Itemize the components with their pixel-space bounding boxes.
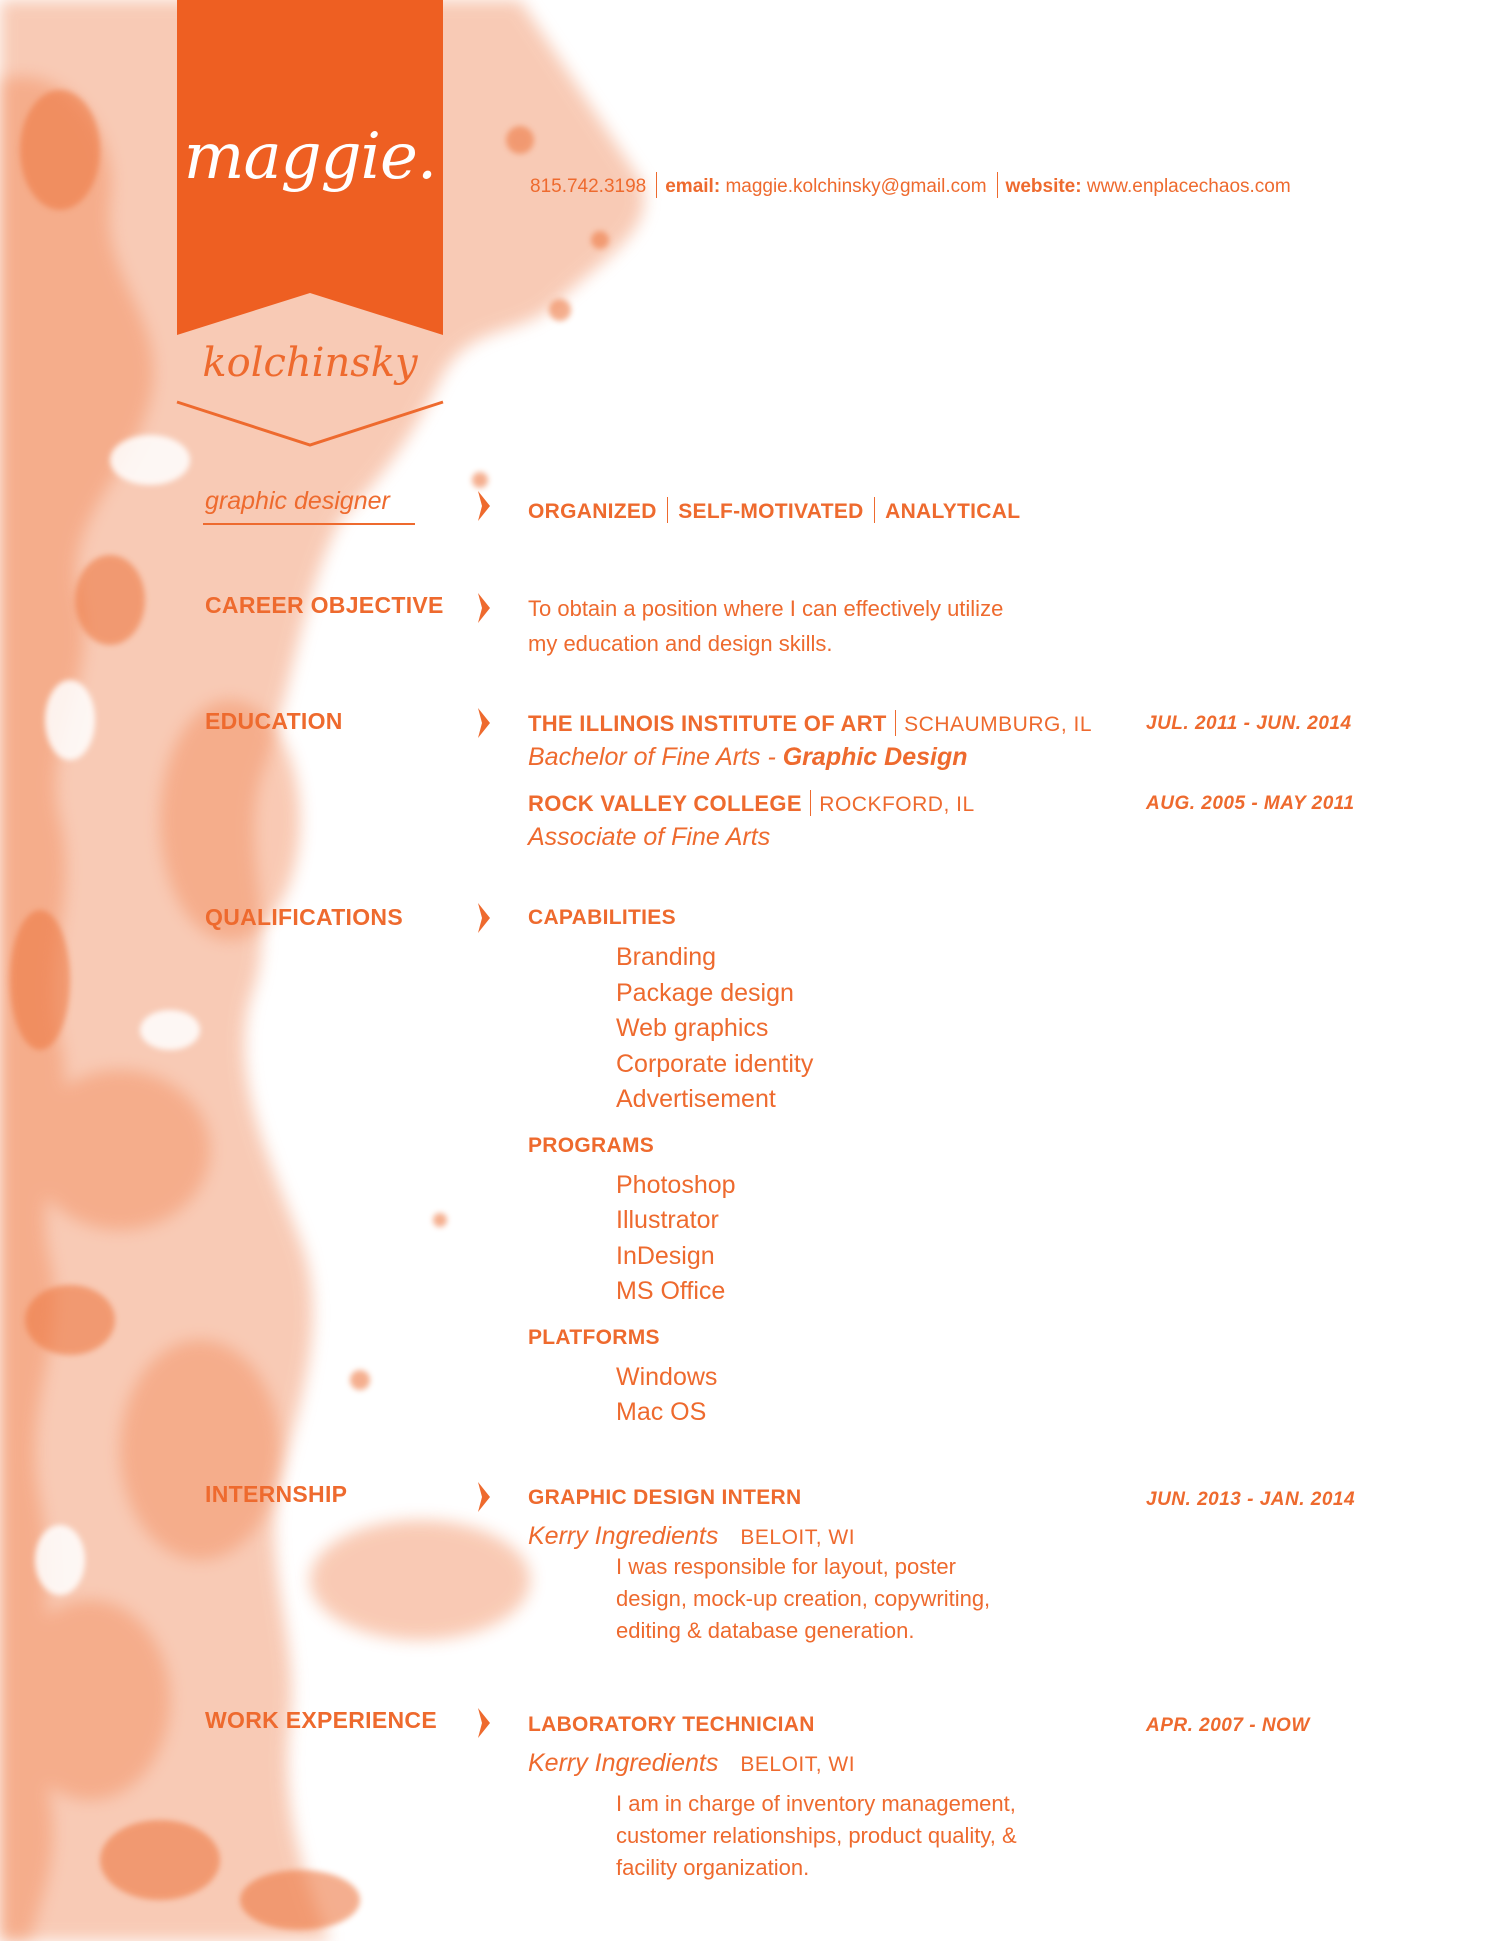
chevron-right-icon: [476, 1481, 492, 1513]
company-name: Kerry Ingredients: [528, 1749, 719, 1777]
list-item: InDesign: [616, 1241, 715, 1270]
job-description: [616, 1551, 1136, 1647]
website-link[interactable]: www.enplacechaos.com: [1086, 176, 1291, 197]
section-internship: INTERNSHIP: [205, 1481, 348, 1507]
trait: ORGANIZED: [528, 500, 657, 523]
divider: [667, 497, 669, 523]
description-line: design, mock-up creation, copywriting,: [616, 1586, 991, 1611]
education-dates: AUG. 2005 - MAY 2011: [1146, 793, 1355, 814]
email-label: email:: [665, 176, 721, 197]
platforms-heading: PLATFORMS: [528, 1325, 660, 1349]
traits: [528, 497, 1020, 524]
description-line: I was responsible for layout, poster: [616, 1554, 956, 1579]
list-item: Advertisement: [616, 1085, 776, 1113]
contact-line: [530, 172, 1291, 198]
list-item: Web graphics: [616, 1014, 769, 1042]
website-label: website:: [1005, 176, 1082, 197]
list-item: Mac OS: [616, 1398, 707, 1426]
company-location: BELOIT, WI: [740, 1753, 856, 1776]
divider: [656, 172, 657, 198]
objective-line: To obtain a position where I can effectively utilize: [528, 596, 1004, 621]
job-description: [616, 1788, 1136, 1884]
email-link[interactable]: maggie.kolchinsky@gmail.com: [725, 176, 987, 197]
objective-line: my education and design skills.: [528, 631, 833, 656]
list-item: Package design: [616, 978, 794, 1007]
job-title: graphic designer: [205, 487, 390, 515]
list-item: Windows: [616, 1362, 718, 1391]
section-work-experience: WORK EXPERIENCE: [205, 1707, 437, 1733]
internship-dates: JUN. 2013 - JAN. 2014: [1146, 1489, 1356, 1510]
description-line: editing & database generation.: [616, 1618, 915, 1643]
job-title: GRAPHIC DESIGN INTERN: [528, 1486, 802, 1509]
school-location: SCHAUMBURG, IL: [904, 713, 1093, 736]
list-item: MS Office: [616, 1277, 726, 1305]
school-location: ROCKFORD, IL: [819, 793, 975, 816]
section-qualifications: QUALIFICATIONS: [205, 904, 403, 930]
list-item: Photoshop: [616, 1170, 736, 1199]
section-education: EDUCATION: [205, 708, 343, 734]
work-dates: APR. 2007 - NOW: [1146, 1715, 1310, 1736]
school-name: THE ILLINOIS INSTITUTE OF ART: [528, 711, 887, 736]
programs-heading: PROGRAMS: [528, 1133, 655, 1157]
chevron-right-icon: [476, 1707, 492, 1739]
divider: [874, 497, 876, 523]
description-line: customer relationships, product quality, &: [616, 1823, 1017, 1848]
degree-major: Graphic Design: [782, 743, 968, 771]
first-name: maggie.: [183, 120, 437, 194]
platforms-list: [616, 1360, 813, 1431]
company-location: BELOIT, WI: [740, 1526, 856, 1549]
education-entry: [528, 790, 975, 852]
chevron-right-icon: [476, 707, 492, 739]
trait: ANALYTICAL: [885, 500, 1021, 523]
divider: [997, 172, 998, 198]
list-item: Corporate identity: [616, 1049, 814, 1078]
programs-list: [616, 1168, 813, 1310]
description-line: I am in charge of inventory management,: [616, 1791, 1016, 1816]
chevron-right-icon: [476, 902, 492, 934]
trait: SELF-MOTIVATED: [678, 500, 864, 523]
divider: [810, 790, 812, 816]
name-banner: [176, 0, 444, 450]
chevron-right-icon: [476, 592, 492, 624]
company-name: Kerry Ingredients: [528, 1522, 719, 1550]
divider: [895, 710, 897, 736]
capabilities-list: [616, 940, 813, 1118]
section-career-objective: CAREER OBJECTIVE: [205, 592, 444, 618]
qualifications-block: [528, 906, 813, 1431]
job-title: LABORATORY TECHNICIAN: [528, 1713, 815, 1736]
job-title-underline: [203, 523, 415, 525]
work-entry: [528, 1713, 1136, 1884]
school-name: ROCK VALLEY COLLEGE: [528, 791, 802, 816]
internship-entry: [528, 1486, 1136, 1647]
education-entry: [528, 710, 1092, 772]
education-dates: JUL. 2011 - JUN. 2014: [1146, 713, 1352, 734]
last-name: kolchinsky: [202, 340, 418, 386]
degree: Associate of Fine Arts: [528, 823, 771, 851]
objective-text: [528, 591, 1003, 661]
chevron-right-icon: [476, 490, 492, 522]
degree: Bachelor of Fine Arts -: [528, 743, 783, 771]
list-item: Illustrator: [616, 1206, 719, 1234]
list-item: Branding: [616, 943, 717, 971]
description-line: facility organization.: [616, 1855, 810, 1880]
capabilities-heading: CAPABILITIES: [528, 906, 676, 929]
phone: 815.742.3198: [530, 176, 647, 197]
